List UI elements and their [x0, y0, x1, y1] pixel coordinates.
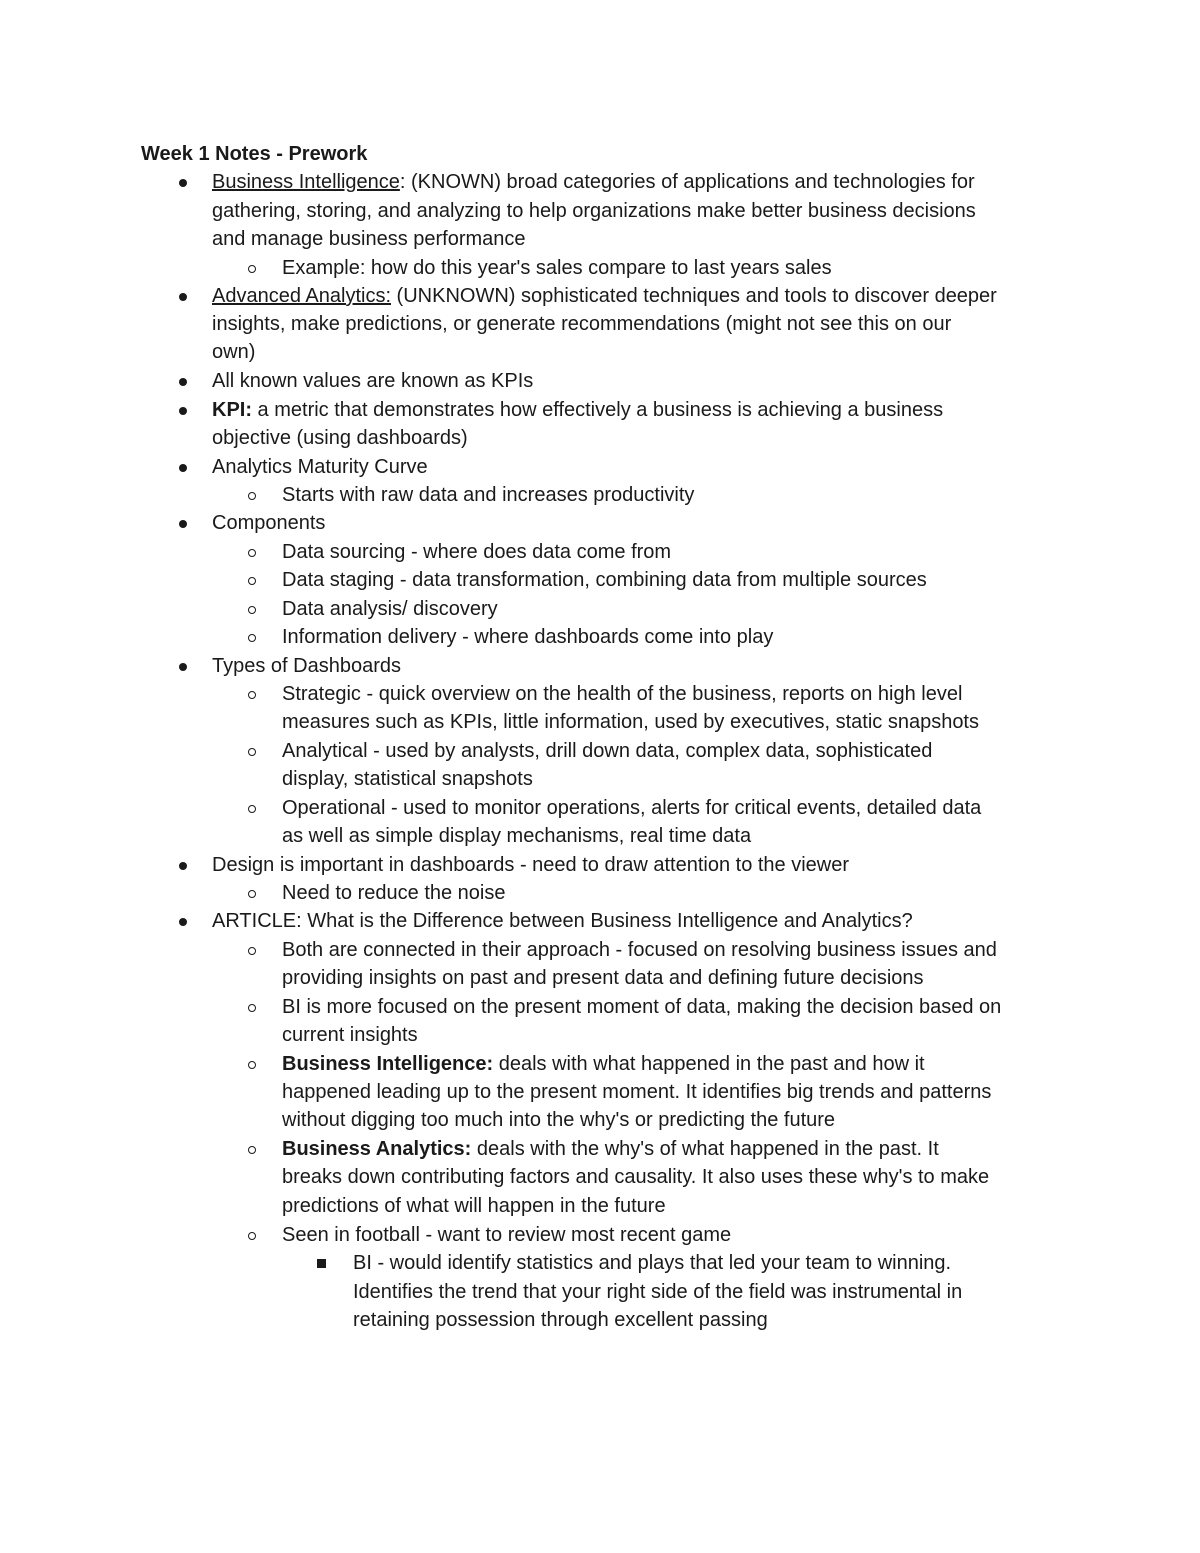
bullet-disc-icon: [179, 663, 187, 671]
bullet-disc-icon: [179, 862, 187, 870]
list-item-continuation: objective (using dashboards): [212, 427, 468, 449]
sub-list-item: Analytical - used by analysts, drill down data, complex data, sophisticated: [282, 740, 933, 762]
sub-list-item: Data analysis/ discovery: [282, 598, 498, 620]
list-item-text: a metric that demonstrates how effectively a business is achieving a business: [252, 399, 944, 421]
bullet-circle-icon: [248, 947, 256, 955]
bullet-circle-icon: [248, 1232, 256, 1240]
sub-list-item-continuation: breaks down contributing factors and causality. It also uses these why's to make: [282, 1166, 990, 1188]
sub-list-item: Operational - used to monitor operations, alerts for critical events, detailed data: [282, 797, 982, 819]
term-kpi: KPI:: [212, 399, 252, 421]
sub-list-item-continuation: predictions of what will happen in the future: [282, 1195, 666, 1217]
bullet-circle-icon: [248, 492, 256, 500]
list-item: [212, 168, 975, 196]
sub-list-item: Seen in football - want to review most recent game: [282, 1224, 732, 1246]
term-business-intelligence-bold: Business Intelligence:: [282, 1053, 494, 1075]
list-item: All known values are known as KPIs: [212, 370, 534, 392]
sub-sub-list-item: BI - would identify statistics and plays that led your team to winning.: [353, 1252, 952, 1274]
list-item-continuation: insights, make predictions, or generate recommendations (might not see this on our: [212, 313, 952, 335]
term-business-intelligence: Business Intelligence: [212, 171, 400, 193]
sub-list-item: Information delivery - where dashboards come into play: [282, 626, 774, 648]
bullet-square-icon: [317, 1259, 326, 1268]
sub-sub-list-item-continuation: retaining possession through excellent passing: [353, 1309, 768, 1331]
sub-list-item: [282, 1050, 925, 1078]
sub-list-item: [282, 1135, 939, 1163]
bullet-disc-icon: [179, 407, 187, 415]
bullet-circle-icon: [248, 890, 256, 898]
list-item: ARTICLE: What is the Difference between Business Intelligence and Analytics?: [212, 910, 913, 932]
bullet-disc-icon: [179, 293, 187, 301]
sub-list-item-continuation: as well as simple display mechanisms, real time data: [282, 825, 752, 847]
sub-list-item-text: deals with what happened in the past and how it: [493, 1053, 925, 1075]
bullet-circle-icon: [248, 805, 256, 813]
bullet-circle-icon: [248, 634, 256, 642]
sub-list-item-continuation: measures such as KPIs, little information, used by executives, static snapshots: [282, 711, 979, 733]
bullet-circle-icon: [248, 691, 256, 699]
list-item: Types of Dashboards: [212, 655, 401, 677]
sub-list-item: Strategic - quick overview on the health of the business, reports on high level: [282, 683, 963, 705]
bullet-circle-icon: [248, 265, 256, 273]
sub-list-item: Example: how do this year's sales compare to last years sales: [282, 257, 832, 279]
list-item: Design is important in dashboards - need to draw attention to the viewer: [212, 854, 850, 876]
bullet-circle-icon: [248, 606, 256, 614]
sub-list-item-continuation: without digging too much into the why's or predicting the future: [282, 1109, 836, 1131]
list-item: Analytics Maturity Curve: [212, 456, 428, 478]
sub-list-item: Need to reduce the noise: [282, 882, 506, 904]
bullet-circle-icon: [248, 1061, 256, 1069]
list-item-continuation: own): [212, 341, 256, 363]
sub-sub-list-item-continuation: Identifies the trend that your right side of the field was instrumental in: [353, 1281, 963, 1303]
bullet-circle-icon: [248, 748, 256, 756]
list-item: [212, 282, 997, 310]
sub-list-item: Both are connected in their approach - focused on resolving business issues and: [282, 939, 997, 961]
sub-list-item: Data staging - data transformation, combining data from multiple sources: [282, 569, 927, 591]
bullet-circle-icon: [248, 1004, 256, 1012]
bullet-disc-icon: [179, 378, 187, 386]
list-item-text: : (KNOWN) broad categories of applications and technologies for: [399, 171, 975, 193]
bullet-disc-icon: [179, 918, 187, 926]
sub-list-item-continuation: current insights: [282, 1024, 418, 1046]
term-advanced-analytics: Advanced Analytics:: [212, 285, 391, 307]
sub-list-item-continuation: display, statistical snapshots: [282, 768, 533, 790]
bullet-circle-icon: [248, 549, 256, 557]
bullet-disc-icon: [179, 464, 187, 472]
list-item: Components: [212, 512, 326, 534]
list-item-text: (UNKNOWN) sophisticated techniques and tools to discover deeper: [391, 285, 997, 307]
page-title: Week 1 Notes - Prework: [141, 143, 368, 165]
bullet-disc-icon: [179, 520, 187, 528]
list-item-continuation: and manage business performance: [212, 228, 526, 250]
sub-list-item: Starts with raw data and increases productivity: [282, 484, 695, 506]
bullet-circle-icon: [248, 577, 256, 585]
sub-list-item: BI is more focused on the present moment of data, making the decision based on: [282, 996, 1002, 1018]
term-business-analytics-bold: Business Analytics:: [282, 1138, 472, 1160]
sub-list-item-continuation: happened leading up to the present moment. It identifies big trends and patterns: [282, 1081, 992, 1103]
sub-list-item-text: deals with the why's of what happened in the past. It: [471, 1138, 939, 1160]
list-item-continuation: gathering, storing, and analyzing to help organizations make better business decisions: [212, 200, 976, 222]
sub-list-item: Data sourcing - where does data come from: [282, 541, 672, 563]
sub-list-item-continuation: providing insights on past and present data and defining future decisions: [282, 967, 924, 989]
list-item: [212, 396, 943, 424]
bullet-circle-icon: [248, 1146, 256, 1154]
bullet-disc-icon: [179, 179, 187, 187]
